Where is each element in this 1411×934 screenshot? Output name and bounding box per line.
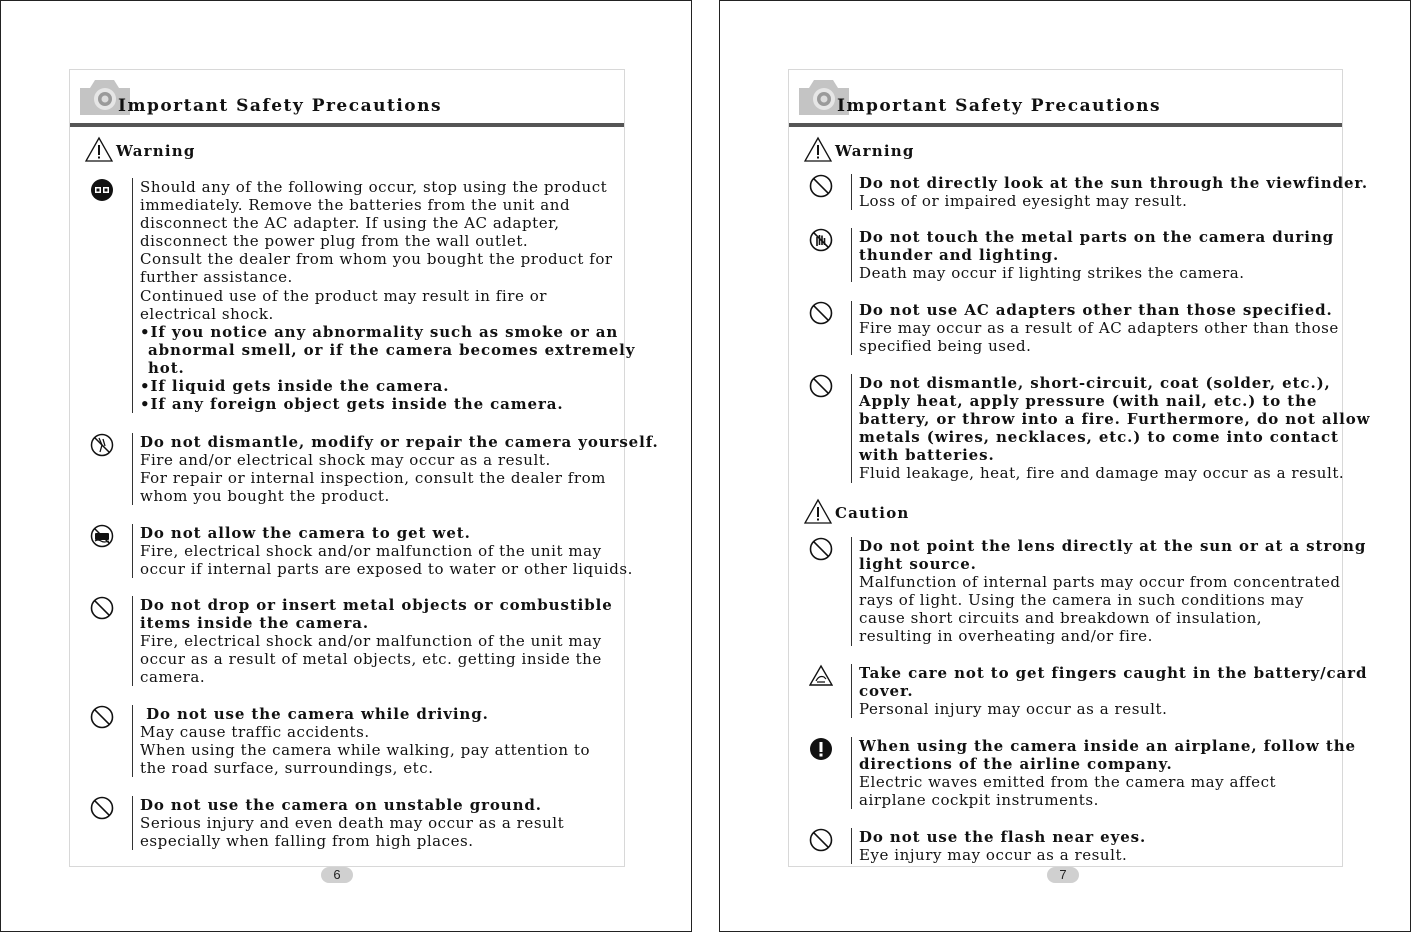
precaution-detail-line: the road surface, surroundings, etc.: [140, 759, 434, 778]
precaution-detail-line: Fire, electrical shock and/or malfunction of the unit may: [140, 542, 602, 561]
precaution-detail-line: Fire, electrical shock and/or malfunction of the unit may: [140, 632, 602, 651]
prohibited-icon: [809, 537, 833, 561]
precaution-text: [851, 374, 1371, 483]
precaution-heading-line: abnormal smell, or if the camera becomes extremely: [148, 340, 636, 359]
prohibited-icon: [809, 374, 833, 398]
page-frame: [69, 69, 659, 867]
warning-heading: [84, 136, 196, 164]
precaution-heading-line: Do not use the camera on unstable ground.: [140, 796, 542, 814]
precaution-detail-line: Eye injury may occur as a result.: [859, 846, 1128, 865]
precaution-detail-line: airplane cockpit instruments.: [859, 791, 1099, 810]
page-number: 6: [321, 867, 353, 883]
precaution-text: [851, 828, 1364, 864]
precaution-detail-line: Fire may occur as a result of AC adapters other than those: [859, 319, 1339, 338]
warning-triangle-icon: [84, 136, 114, 164]
page-frame: [788, 69, 1371, 867]
page-title: Important Safety Precautions: [118, 96, 443, 116]
precaution-detail-line: disconnect the power plug from the wall outlet.: [140, 232, 529, 251]
precaution-detail-line: Should any of the following occur, stop using the product: [140, 178, 608, 196]
precaution-heading-line: with batteries.: [859, 446, 995, 465]
precaution-detail-line: Fluid leakage, heat, fire and damage may occur as a result.: [859, 464, 1345, 483]
page-title: Important Safety Precautions: [837, 96, 1162, 116]
precaution-detail-line: occur if internal parts are exposed to water or other liquids.: [140, 560, 633, 579]
precaution-text: [851, 737, 1364, 809]
precaution-heading-line: directions of the airline company.: [859, 755, 1173, 774]
precaution-text: [851, 664, 1368, 719]
precaution-text: [851, 174, 1368, 211]
precaution-detail-line: Loss of or impaired eyesight may result.: [859, 192, 1188, 211]
precaution-detail-line: further assistance.: [140, 268, 293, 287]
precaution-heading-line: •If you notice any abnormality such as smoke or an: [140, 322, 619, 341]
precaution-detail-line: For repair or internal inspection, consult the dealer from: [140, 469, 606, 488]
precaution-heading-line: thunder and lighting.: [859, 246, 1060, 265]
no-disassembly-icon: [90, 433, 114, 457]
warning-label: Warning: [835, 142, 915, 160]
precaution-heading-line: Do not dismantle, short-circuit, coat (solder, etc.),: [859, 374, 1331, 392]
prohibited-icon: [809, 301, 833, 325]
precaution-detail-line: occur as a result of metal objects, etc. getting inside the: [140, 650, 602, 669]
precaution-text: [851, 301, 1364, 355]
precaution-detail-line: Electric waves emitted from the camera may affect: [859, 773, 1277, 792]
precaution-detail-line: resulting in overheating and/or fire.: [859, 627, 1153, 646]
precaution-detail-line: rays of light. Using the camera in such conditions may: [859, 591, 1304, 610]
precaution-heading-line: Do not allow the camera to get wet.: [140, 524, 471, 542]
prohibited-icon: [809, 174, 833, 198]
precaution-heading-line: Do not point the lens directly at the sun or at a strong: [859, 537, 1367, 555]
precaution-heading-line: Do not touch the metal parts on the camera during: [859, 228, 1335, 246]
page-number: 7: [1047, 867, 1079, 883]
unplug-icon: [90, 178, 114, 202]
precaution-heading-line: Do not use the flash near eyes.: [859, 828, 1147, 846]
precaution-detail-line: camera.: [140, 668, 206, 687]
precaution-text: [132, 433, 659, 506]
precaution-heading-line: Take care not to get fingers caught in the battery/card: [859, 664, 1368, 682]
precaution-heading-line: Do not drop or insert metal objects or combustible: [140, 596, 613, 614]
header-divider: [789, 123, 1342, 127]
warning-triangle-icon: [803, 136, 833, 164]
prohibited-icon: [90, 596, 114, 620]
precaution-detail-line: Malfunction of internal parts may occur from concentrated: [859, 573, 1341, 592]
precaution-heading-line: cover.: [859, 682, 914, 701]
precaution-detail-line: especially when falling from high places.: [140, 832, 474, 851]
precaution-text: [132, 705, 645, 777]
precaution-detail-line: Personal injury may occur as a result.: [859, 700, 1168, 719]
precaution-detail-line: May cause traffic accidents.: [140, 723, 370, 742]
precaution-detail-line: When using the camera while walking, pay attention to: [140, 741, 591, 760]
precaution-heading-line: •If liquid gets inside the camera.: [140, 377, 450, 396]
precaution-text: [851, 228, 1364, 282]
warning-label: Warning: [116, 142, 196, 160]
precaution-heading-line: battery, or throw into a fire. Furthermore, do not allow: [859, 410, 1371, 429]
precaution-detail-line: Fire and/or electrical shock may occur as a result.: [140, 451, 551, 470]
precaution-heading-line: Apply heat, apply pressure (with nail, etc.) to the: [859, 392, 1318, 411]
precaution-heading-line: Do not use the camera while driving.: [140, 705, 489, 723]
precaution-heading-line: items inside the camera.: [140, 614, 370, 633]
precaution-detail-line: whom you bought the product.: [140, 487, 390, 506]
precaution-heading-line: •If any foreign object gets inside the camera.: [140, 395, 564, 414]
precaution-heading-line: light source.: [859, 555, 977, 574]
precaution-detail-line: disconnect the AC adapter. If using the AC adapter,: [140, 214, 560, 233]
caution-triangle-icon: [803, 498, 833, 526]
precaution-heading-line: When using the camera inside an airplane, follow the: [859, 737, 1356, 755]
precaution-detail-line: electrical shock.: [140, 304, 274, 323]
manual-page-6: [0, 0, 692, 932]
precaution-detail-line: Death may occur if lighting strikes the camera.: [859, 264, 1245, 283]
precaution-heading-line: Do not directly look at the sun through the viewfinder.: [859, 174, 1368, 192]
caution-label: Caution: [835, 504, 910, 522]
precaution-detail-line: specified being used.: [859, 337, 1032, 356]
precaution-text: [851, 537, 1367, 646]
precaution-text: [132, 796, 645, 850]
caution-heading: [803, 498, 910, 526]
prohibited-icon: [90, 796, 114, 820]
precaution-detail-line: Continued use of the product may result in fire or: [140, 286, 548, 305]
prohibited-icon: [90, 705, 114, 729]
precaution-detail-line: immediately. Remove the batteries from the unit and: [140, 196, 571, 215]
finger-pinch-warning-icon: [809, 664, 833, 688]
precaution-text: [132, 596, 645, 686]
precaution-text: [132, 524, 645, 578]
precaution-detail-line: Serious injury and even death may occur as a result: [140, 814, 565, 833]
precaution-detail-line: Consult the dealer from whom you bought the product for: [140, 250, 613, 269]
no-touch-icon: [809, 228, 833, 252]
precaution-heading-line: hot.: [148, 358, 185, 377]
precaution-heading-line: metals (wires, necklaces, etc.) to come into contact: [859, 428, 1339, 447]
precaution-text: [132, 178, 645, 413]
manual-page-7: [719, 0, 1411, 932]
precaution-detail-line: cause short circuits and breakdown of insulation,: [859, 609, 1263, 628]
exclamation-icon: [809, 737, 833, 761]
no-water-icon: [90, 524, 114, 548]
precaution-heading-line: Do not dismantle, modify or repair the camera yourself.: [140, 433, 659, 451]
precaution-heading-line: Do not use AC adapters other than those specified.: [859, 301, 1333, 319]
warning-heading: [803, 136, 915, 164]
prohibited-icon: [809, 828, 833, 852]
header-divider: [70, 123, 624, 127]
